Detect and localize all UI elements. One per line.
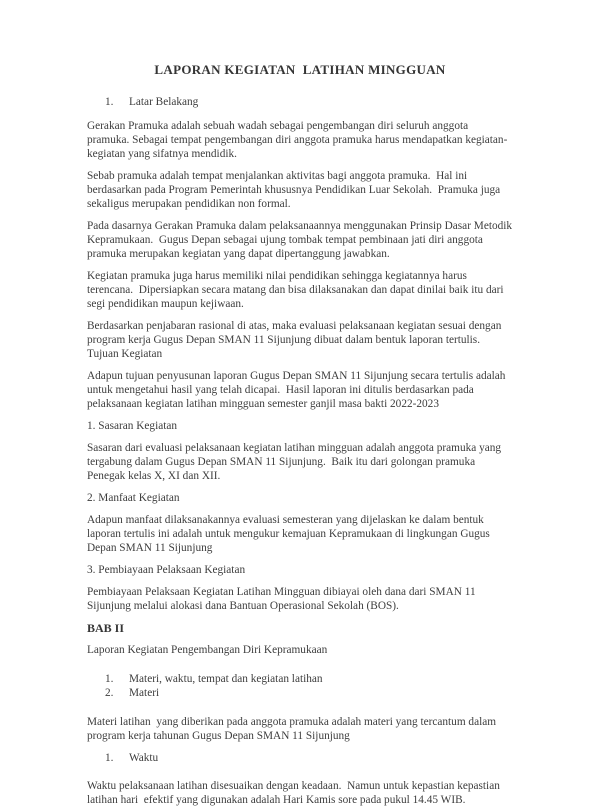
paragraph-manfaat: Adapun manfaat dilaksanakannya evaluasi semesteran yang dijelaskan ke dalam bentuk laporan tertulis ini adalah untuk mengukur kemajuan Kepramukaan di lingkungan Gugus Depan SMAN 11 Sijunjung (87, 514, 493, 554)
list-label: Materi, waktu, tempat dan kegiatan latihan (129, 673, 323, 685)
list-number: 1. (105, 673, 114, 685)
heading-latar-belakang (87, 95, 513, 109)
list-number: 2. (105, 687, 114, 699)
paragraph-waktu-pelaksanaan: Waktu pelaksanaan latihan disesuaikan dengan keadaan. Namun untuk kepastian kepastian latihan hari efektif yang digunakan adalah Hari Kamis sore pada pukul 14.45 WIB. (87, 780, 503, 806)
document-body (87, 95, 513, 807)
paragraph-berdasarkan-penjabaran: Berdasarkan penjabaran rasional di atas, maka evaluasi pelaksanaan kegiatan sesuai dengan program kerja Gugus Depan SMAN 11 Sijunjung dibuat dalam bentuk laporan tertulis. Tujuan Kegiatan (87, 320, 505, 360)
list-number: 1. (105, 752, 114, 764)
paragraph-pada-dasarnya: Pada dasarnya Gerakan Pramuka dalam pelaksanaannya menggunakan Prinsip Dasar Metodik Kepramukaan. Gugus Depan sebagai ujung tombak tempat pembinaan jati diri anggota pramuka merupakan kegiatan yang dapat dipertanggung jawabkan. (87, 220, 515, 260)
list-item-materi (87, 686, 513, 700)
document-title: LAPORAN KEGIATAN LATIHAN MINGGUAN (154, 62, 446, 77)
paragraph-sebab-pramuka: Sebab pramuka adalah tempat menjalankan aktivitas bagi anggota pramuka. Hal ini berdasarkan pada Program Pemerintah khususnya Pendidikan Luar Sekolah. Pramuka juga sekaligus merupakan pendidikan non formal. (87, 170, 503, 210)
list-item-materi-waktu (87, 672, 513, 686)
list-number: 1. (105, 96, 114, 108)
subtitle-bab-2: Laporan Kegiatan Pengembangan Diri Kepramukaan (87, 644, 328, 656)
paragraph-kegiatan-pramuka: Kegiatan pramuka juga harus memiliki nilai pendidikan sehingga kegiatannya harus terencana. Dipersiapkan secara matang dan bisa dilaksanakan dan dapat dinilai baik itu dari segi pendidikan maupun kejiwaan. (87, 270, 507, 310)
materi-numbered-list (87, 672, 513, 700)
heading-manfaat-kegiatan: 2. Manfaat Kegiatan (87, 492, 180, 504)
list-label: Materi (129, 687, 160, 699)
heading-sasaran-kegiatan: 1. Sasaran Kegiatan (87, 420, 178, 432)
heading-bab-2: BAB II (87, 621, 125, 635)
paragraph-materi-latihan: Materi latihan yang diberikan pada anggota pramuka adalah materi yang tercantum dalam program kerja tahunan Gugus Depan SMAN 11 Sijunjung (87, 716, 499, 742)
paragraph-gerakan-pramuka: Gerakan Pramuka adalah sebuah wadah sebagai pengembangan diri seluruh anggota pramuka. Sebagai tempat pengembangan diri anggota pramuka harus mendapatkan kegiatan-kegiatan yang sifatnya mendidik. (87, 120, 508, 160)
list-item-waktu (87, 751, 513, 765)
paragraph-adapun-tujuan: Adapun tujuan penyusunan laporan Gugus Depan SMAN 11 Sijunjung secara tertulis adalah untuk mengetahui hasil yang telah dicapai. Hasil laporan ini ditulis berdasarkan pada pelaksanaan kegiatan latihan mingguan semester ganjil masa bakti 2022-2023 (87, 370, 509, 410)
list-label: Waktu (129, 752, 159, 764)
heading-pembiayaan-kegiatan: 3. Pembiayaan Pelaksaan Kegiatan (87, 564, 246, 576)
list-label: Latar Belakang (129, 96, 199, 108)
paragraph-pembiayaan: Pembiayaan Pelaksaan Kegiatan Latihan Mingguan dibiayai oleh dana dari SMAN 11 Sijunjung melalui alokasi dana Bantuan Operasional Sekolah (BOS). (87, 586, 479, 612)
paragraph-sasaran: Sasaran dari evaluasi pelaksanaan kegiatan latihan mingguan adalah anggota pramuka yang tergabung dalam Gugus Depan SMAN 11 Sijunjung. Baik itu dari golongan pramuka Penegak kelas X, XI dan XII. (87, 442, 504, 482)
